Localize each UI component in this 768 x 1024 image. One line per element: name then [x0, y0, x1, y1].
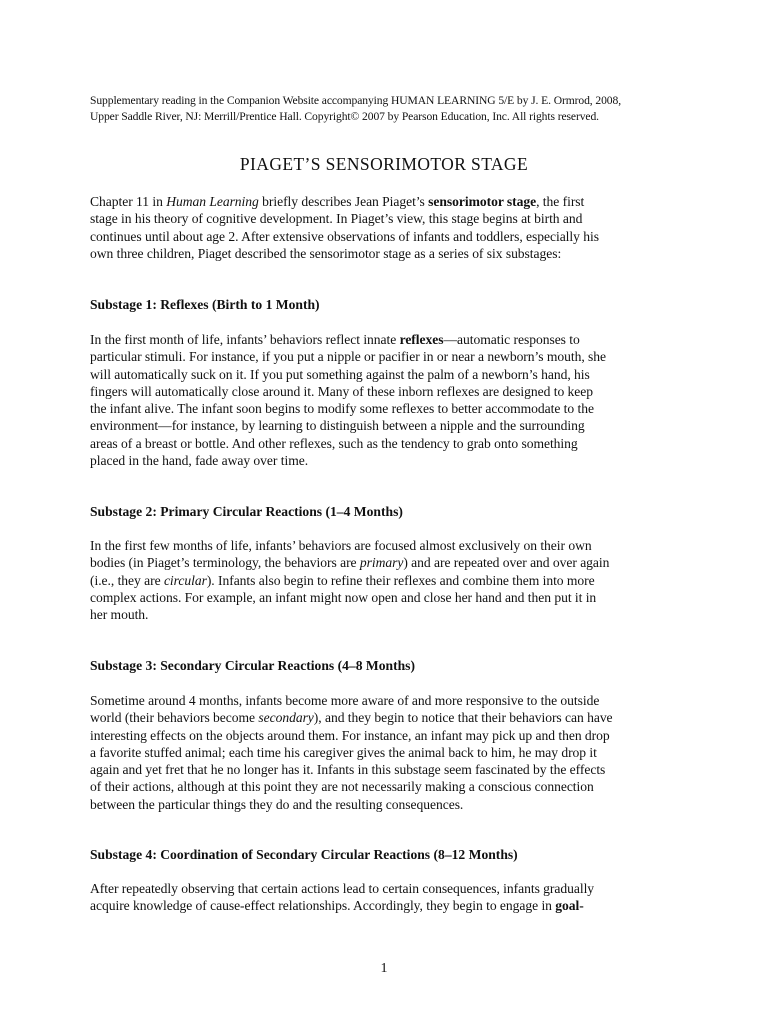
paragraph-line: In the first month of life, infants’ behaviors reflect innate reflexes—automatic responses to [90, 332, 580, 347]
paragraph-line: Sometime around 4 months, infants become more aware of and more responsive to the outside [90, 693, 600, 708]
substage-2-paragraph [90, 537, 690, 623]
header-line: Upper Saddle River, NJ: Merrill/Prentice Hall. Copyright© 2007 by Pearson Education, Inc. All rights reserved. [90, 110, 599, 123]
header-line: Supplementary reading in the Companion Website accompanying HUMAN LEARNING 5/E by J. E. Ormrod, 2008, [90, 94, 621, 107]
key-term: primary [359, 555, 404, 571]
paragraph-line: After repeatedly observing that certain actions lead to certain consequences, infants gradually [90, 881, 595, 896]
key-term: sensorimotor stage [428, 194, 537, 209]
book-title: Human Learning [166, 194, 259, 209]
substage-3-paragraph [90, 692, 690, 813]
paragraph-line: fingers will automatically close around it. Many of these inborn reflexes are designed to keep [90, 383, 594, 399]
intro-paragraph [90, 193, 690, 262]
paragraph-line: placed in the hand, fade away over time. [90, 453, 309, 469]
substage-4-heading: Substage 4: Coordination of Secondary Circular Reactions (8–12 Months) [90, 847, 518, 862]
paragraph-line: areas of a breast or bottle. And other reflexes, such as the tendency to grab onto something [90, 435, 578, 451]
paragraph-line: (i.e., they are circular). Infants also begin to refine their reflexes and combine them into more [90, 572, 595, 588]
paragraph-line: own three children, Piaget described the sensorimotor stage as a series of six substages: [90, 245, 562, 261]
key-term: reflexes [399, 332, 444, 347]
paragraph-line: complex actions. For example, an infant might now open and close her hand and then put it in [90, 589, 597, 605]
paragraph-line: world (their behaviors become secondary), and they begin to notice that their behaviors can have [90, 710, 613, 726]
key-term: circular [163, 572, 207, 588]
paragraph-line: the infant alive. The infant soon begins to modify some reflexes to better accommodate to the [90, 401, 594, 417]
page-title: PIAGET’S SENSORIMOTOR STAGE [239, 154, 529, 174]
paragraph-line: particular stimuli. For instance, if you put a nipple or pacifier in or near a newborn’s mouth, she [90, 349, 607, 365]
page-number: 1 [380, 961, 388, 976]
paragraph-line: Chapter 11 in Human Learning briefly describes Jean Piaget’s sensorimotor stage, the first [90, 194, 585, 209]
key-term: goal- [555, 898, 584, 914]
paragraph-line: In the first few months of life, infants’ behaviors are focused almost exclusively on their own [90, 538, 592, 553]
paragraph-line: of their actions, although at this point they are not necessarily making a conscious connection [90, 779, 594, 795]
paragraph-line: continues until about age 2. After extensive observations of infants and toddlers, especially his [90, 228, 599, 244]
substage-4-paragraph [90, 880, 690, 915]
supplementary-header [90, 93, 690, 125]
substage-2-heading: Substage 2: Primary Circular Reactions (1–4 Months) [90, 504, 403, 519]
paragraph-line: stage in his theory of cognitive development. In Piaget’s view, this stage begins at birth and [90, 211, 583, 227]
paragraph-line: acquire knowledge of cause-effect relationships. Accordingly, they begin to engage in goal- [90, 898, 584, 914]
key-term: secondary [258, 710, 314, 726]
paragraph-line: her mouth. [90, 607, 149, 623]
paragraph-line: a favorite stuffed animal; each time his caregiver gives the animal back to him, he may drop it [90, 744, 597, 760]
paragraph-line: again and yet fret that he no longer has it. Infants in this substage seem fascinated by the effects [90, 762, 606, 778]
paragraph-line: will automatically suck on it. If you put something against the palm of a newborn’s hand, his [90, 366, 590, 382]
paragraph-line: bodies (in Piaget’s terminology, the behaviors are primary) and are repeated over and over again [90, 555, 610, 571]
paragraph-line: environment—for instance, by learning to distinguish between a nipple and the surrounding [90, 418, 585, 434]
substage-1-heading: Substage 1: Reflexes (Birth to 1 Month) [90, 297, 320, 312]
substage-3-heading: Substage 3: Secondary Circular Reactions (4–8 Months) [90, 658, 415, 673]
substage-1-paragraph [90, 331, 690, 469]
paragraph-line: between the particular things they do and the resulting consequences. [90, 796, 464, 812]
paragraph-line: interesting effects on the objects around them. For instance, an infant may pick up and then drop [90, 727, 610, 743]
